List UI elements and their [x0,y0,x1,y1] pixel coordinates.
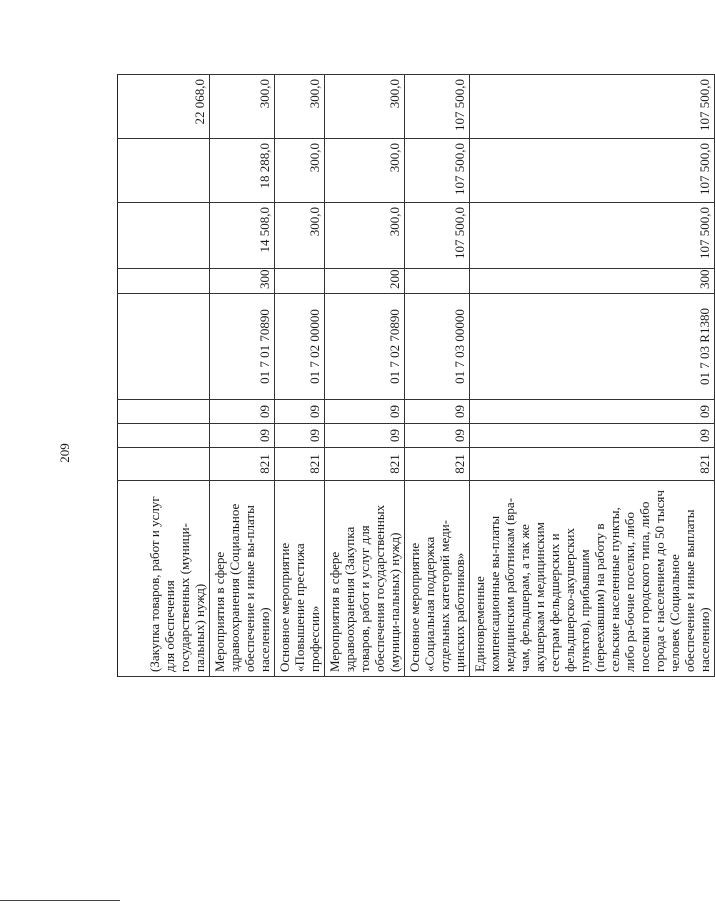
cell-subsection: 09 [405,400,470,424]
cell-section: 09 [470,424,715,448]
cell-name: (Закупка товаров, работ и услуг для обеспечения государственных (муници-пальных) нужд) [118,481,210,677]
cell-expense-type: 300 [470,269,715,294]
footnote-rule [0,900,120,901]
cell-expense-type: 300 [210,269,275,294]
cell-program: 01 7 02 70890 [325,294,405,400]
table-row [210,75,275,677]
cell-expense-type [118,269,210,294]
table-row [405,75,470,677]
cell-name: Мероприятия в сфере здравоохранения (Закупка товаров, работ и услуг для обеспечения государственных (муници-пальных) нужд) [325,481,405,677]
cell-2020: 300,0 [275,139,325,203]
cell-program [118,294,210,400]
cell-ministry [118,448,210,481]
cell-name: Основное мероприятие «Социальная поддержка отдельных категорий меди-цинских работников» [405,481,470,677]
cell-2021: 300,0 [275,75,325,139]
cell-2021: 22 068,0 [118,75,210,139]
cell-name: Основное мероприятие «Повышение престижа профессии» [275,481,325,677]
cell-section: 09 [210,424,275,448]
cell-2019: 300,0 [275,203,325,269]
budget-table-container [117,75,712,677]
cell-section: 09 [275,424,325,448]
cell-2020: 107 500,0 [470,139,715,203]
table-row [470,75,715,677]
cell-2021: 300,0 [325,75,405,139]
cell-program: 01 7 03 R1380 [470,294,715,400]
cell-2020: 107 500,0 [405,139,470,203]
cell-section: 09 [325,424,405,448]
cell-program: 01 7 02 00000 [275,294,325,400]
cell-program: 01 7 03 00000 [405,294,470,400]
cell-ministry: 821 [275,448,325,481]
cell-2020: 18 288,0 [210,139,275,203]
cell-expense-type [275,269,325,294]
page-number: 209 [57,443,72,463]
cell-2021: 107 500,0 [470,75,715,139]
cell-ministry: 821 [210,448,275,481]
cell-ministry: 821 [405,448,470,481]
cell-subsection [118,400,210,424]
table-row [325,75,405,677]
cell-name: Мероприятия в сфере здравоохранения (Социальное обеспечение и иные вы-платы населению) [210,481,275,677]
cell-2021: 107 500,0 [405,75,470,139]
budget-table-body [118,75,715,677]
budget-table [117,74,715,677]
cell-expense-type [405,269,470,294]
cell-subsection: 09 [470,400,715,424]
table-row [275,75,325,677]
cell-name: Единовременные компенсационные вы-платы медицинским работникам (вра-чам, фельдшерам, а так же акушеркам и медицинским сестрам фельдшерских и фельдшерско-акушерских пунктов), прибывшим (переехавшим) на работу в сельские населенные пункты, либо ра-бочие поселки, либо поселки городского типа, либо города с населением до 50 тысяч человек (Социальное обеспечение и иные выплаты населению) [470,481,715,677]
cell-ministry: 821 [325,448,405,481]
cell-2019: 107 500,0 [470,203,715,269]
cell-2020 [118,139,210,203]
cell-ministry: 821 [470,448,715,481]
table-row [118,75,210,677]
cell-section [118,424,210,448]
cell-subsection: 09 [325,400,405,424]
cell-2019: 14 508,0 [210,203,275,269]
cell-subsection: 09 [275,400,325,424]
cell-2020: 300,0 [325,139,405,203]
cell-2019 [118,203,210,269]
cell-subsection: 09 [210,400,275,424]
cell-section: 09 [405,424,470,448]
cell-2019: 300,0 [325,203,405,269]
cell-2019: 107 500,0 [405,203,470,269]
cell-2021: 300,0 [210,75,275,139]
cell-expense-type: 200 [325,269,405,294]
cell-program: 01 7 01 70890 [210,294,275,400]
